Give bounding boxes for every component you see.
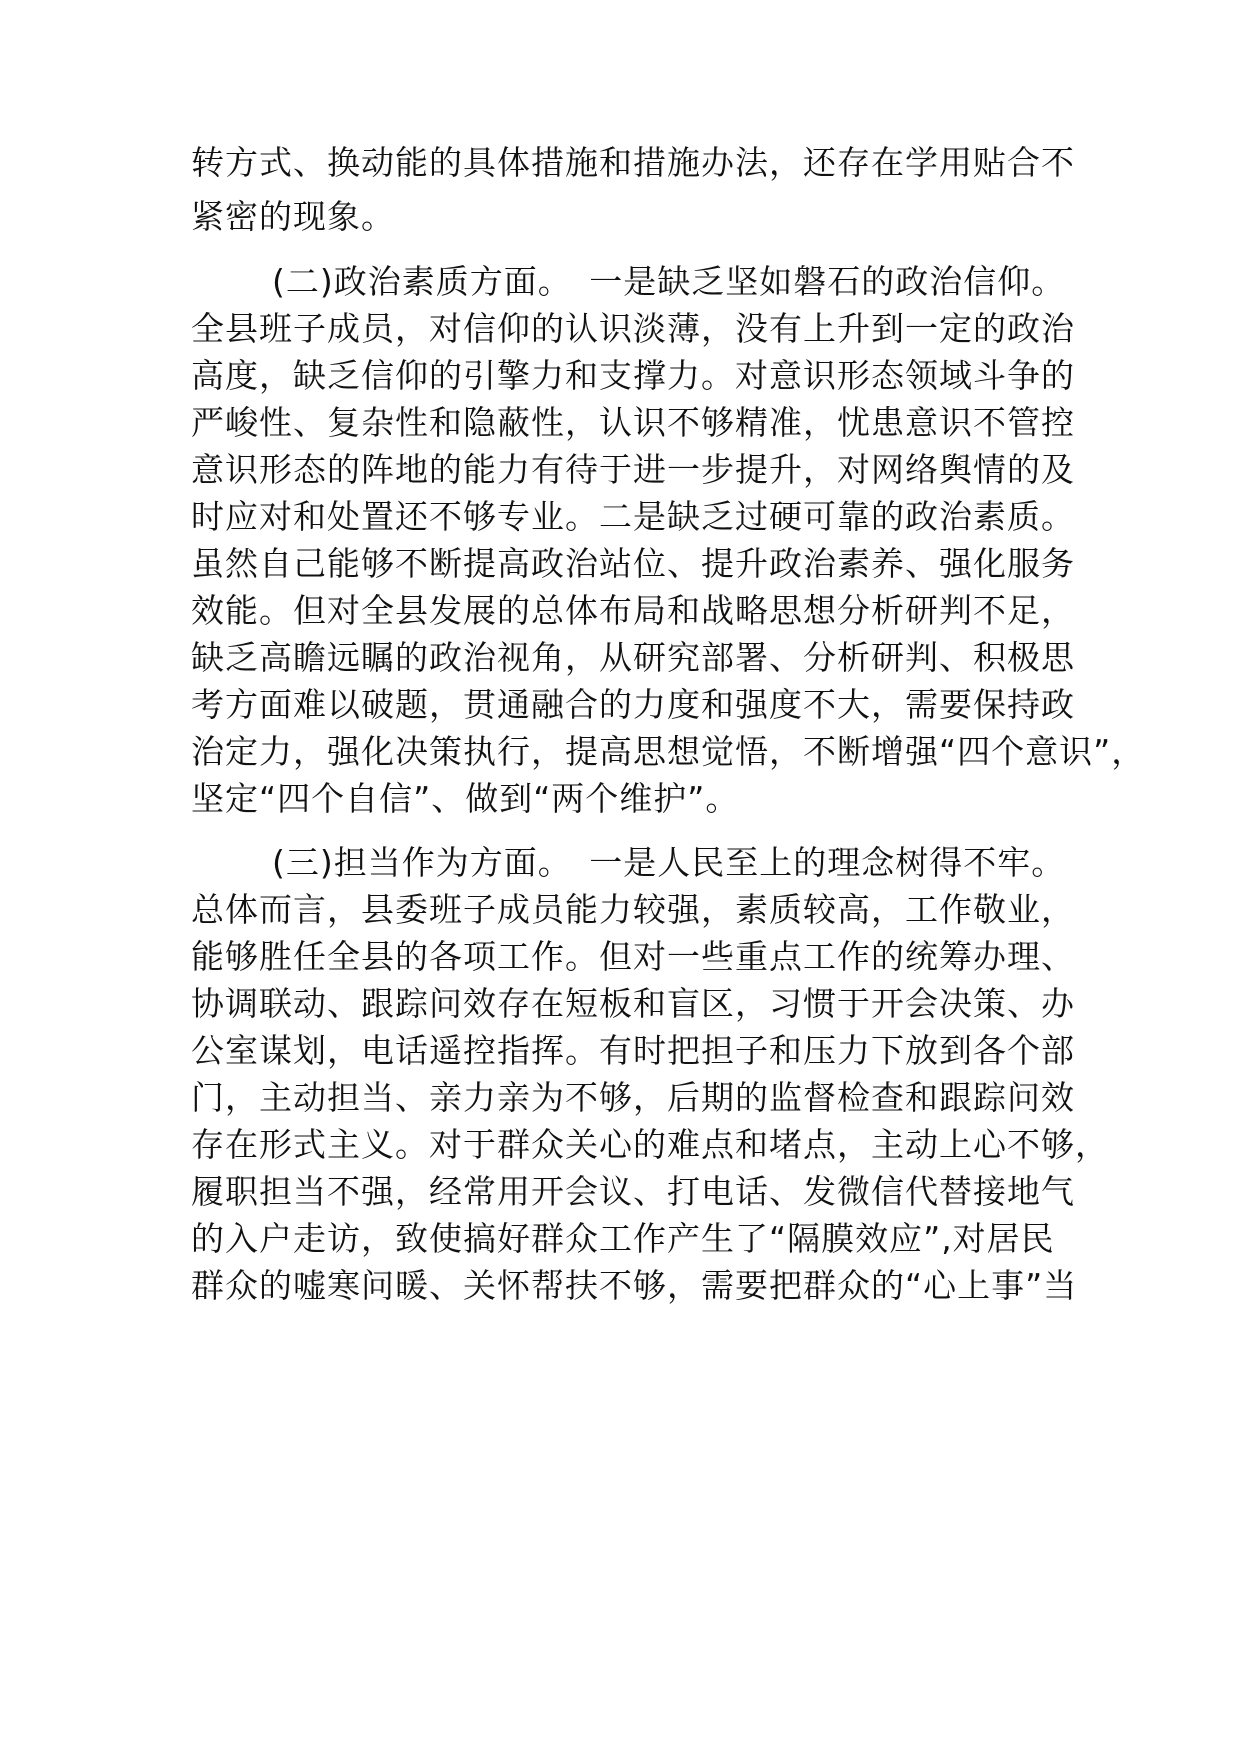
text-line: 能够胜任全县的各项工作。但对一些重点工作的统筹办理、	[191, 937, 1075, 976]
text-line: 时应对和处置还不够专业。二是缺乏过硬可靠的政治素质。	[191, 497, 1075, 536]
text-line: 协调联动、跟踪问效存在短板和盲区，习惯于开会决策、办	[191, 984, 1075, 1023]
text-line: 紧密的现象。	[191, 197, 395, 236]
section-heading-responsibility: (三)担当作为方面。 一是人民至上的理念树得不牢。	[272, 843, 1066, 882]
text-line: 坚定“四个自信”、做到“两个维护”。	[191, 779, 740, 818]
text-line: 转方式、换动能的具体措施和措施办法，还存在学用贴合不	[191, 143, 1075, 182]
text-line: 公室谋划，电话遥控指挥。有时把担子和压力下放到各个部	[191, 1031, 1075, 1070]
text-line: 缺乏高瞻远瞩的政治视角，从研究部署、分析研判、积极思	[191, 638, 1075, 677]
text-line: 群众的嘘寒问暖、关怀帮扶不够，需要把群众的“心上事”当	[191, 1266, 1078, 1305]
text-line: 虽然自己能够不断提高政治站位、提升政治素养、强化服务	[191, 544, 1075, 583]
text-line: 效能。但对全县发展的总体布局和战略思想分析研判不足，	[191, 591, 1075, 630]
text-line: 高度，缺乏信仰的引擎力和支撑力。对意识形态领域斗争的	[191, 356, 1075, 395]
text-line: 存在形式主义。对于群众关心的难点和堵点，主动上心不够，	[191, 1125, 1109, 1164]
text-line: 的入户走访，致使搞好群众工作产生了“隔膜效应”,对居民	[191, 1219, 1055, 1258]
text-line: 治定力，强化决策执行，提高思想觉悟，不断增强“四个意识”，	[191, 732, 1146, 771]
text-line: 门，主动担当、亲力亲为不够，后期的监督检查和跟踪问效	[191, 1078, 1075, 1117]
text-line: 严峻性、复杂性和隐蔽性，认识不够精准，忧患意识不管控	[191, 403, 1075, 442]
section-heading-political-quality: (二)政治素质方面。 一是缺乏坚如磐石的政治信仰。	[272, 262, 1066, 301]
text-line: 全县班子成员，对信仰的认识淡薄，没有上升到一定的政治	[191, 309, 1075, 348]
text-line: 总体而言，县委班子成员能力较强，素质较高，工作敬业，	[191, 890, 1075, 929]
text-line: 考方面难以破题，贯通融合的力度和强度不大，需要保持政	[191, 685, 1075, 724]
text-line: 履职担当不强，经常用开会议、打电话、发微信代替接地气	[191, 1172, 1075, 1211]
text-line: 意识形态的阵地的能力有待于进一步提升，对网络舆情的及	[191, 450, 1075, 489]
